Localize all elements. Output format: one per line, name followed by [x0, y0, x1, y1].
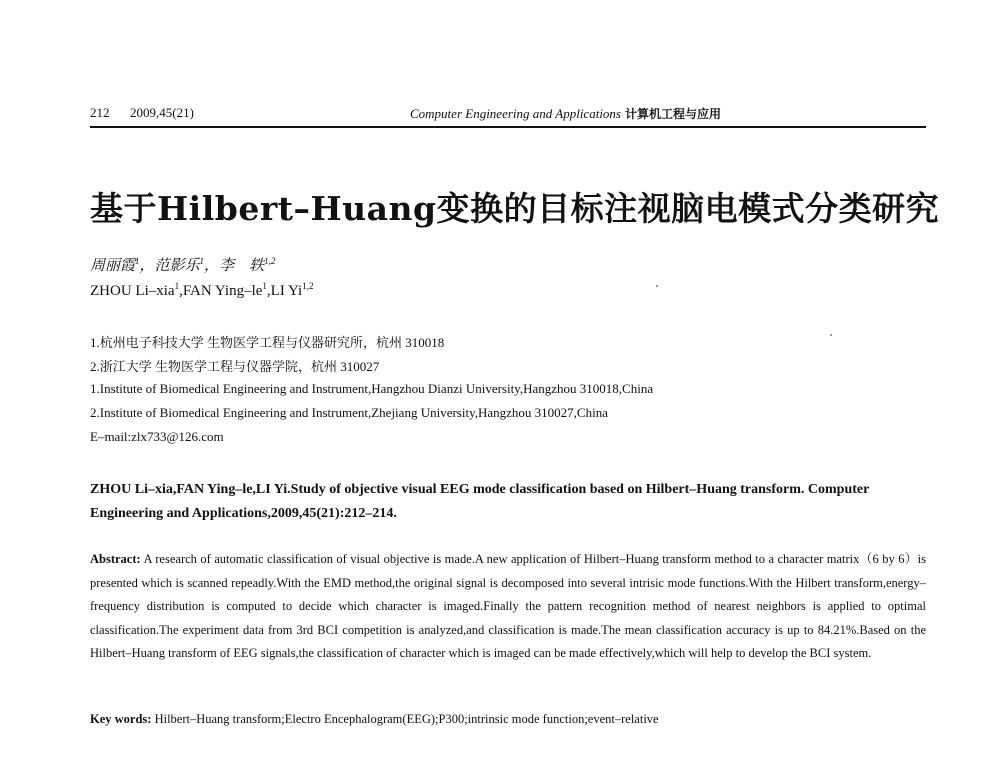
paper-title: 基于Hilbert–Huang变换的目标注视脑电模式分类研究 — [90, 189, 940, 228]
header-rule — [90, 126, 926, 128]
journal-name-cn: 计算机工程与应用 — [625, 107, 722, 121]
scan-speck — [830, 334, 832, 336]
affiliation-en-2: 2.Institute of Biomedical Engineering and Instrument,Zhejiang University,Hangzhou 310027,China — [90, 405, 608, 420]
author-en-2: FAN Ying–le — [182, 283, 263, 299]
email: E–mail:zlx733@126.com — [90, 429, 224, 444]
author-en-3: LI Yi — [270, 283, 303, 299]
scan-speck — [656, 285, 658, 287]
author-en-1: ZHOU Li–xia — [90, 283, 175, 299]
journal-name-en: Computer Engineering and Applications — [410, 106, 621, 121]
keywords — [90, 712, 926, 727]
authors-english: ZHOU Li–xia$^1$,FAN Ying–$le^1,LI$ Yi$^{1,2}$ — [90, 281, 314, 299]
volume-info: 2009,45(21) — [130, 105, 194, 120]
affiliation-cn-2: 2.浙江大学 生物医学工程与仪器学院，杭州 310027 — [90, 359, 380, 374]
authors-chinese: 周丽霞$^1$，范影乐$^1$，李 轶$^{1,2}$ — [90, 256, 276, 274]
running-header — [90, 103, 926, 125]
abstract — [90, 548, 926, 666]
page-number: 212 — [90, 105, 110, 120]
keywords-label: Key words: — [90, 712, 152, 726]
author-cn-1: 周丽霞 — [90, 258, 136, 274]
citation: ZHOU Li–xia,FAN Ying–le,LI Yi.Study of objective visual EEG mode classification based on Hilbert–Huang transform. Computer Engineering and Applications,2009,45(21):212–214. — [90, 482, 870, 521]
author-cn-3: 李 轶 — [219, 258, 265, 274]
affiliation-en-1: 1.Institute of Biomedical Engineering and Instrument,Hangzhou Dianzi University,Hangzhou 310018,China — [90, 381, 654, 396]
abstract-text: A research of automatic classification of visual objective is made.A new application of Hilbert–Huang transform method to a character matrix（6 by 6）is presented which is scanned repeadly.With the EMD method,the original signal is decomposed into several intrisic mode functions.With the Hilbert transform,energy–frequency distribution is computed to decide which character is imaged.Finally the pattern recognition method of nearest neighbors is applied to optimal classification.The experiment data from 3rd BCI competition is analyzed,and classification is made.The mean classification accuracy is up to 84.21%.Based on the Hilbert–Huang transform of EEG signals,the classification of character which is imaged can be made effectively,which will help to develop the BCI system. — [90, 552, 926, 660]
keywords-text: Hilbert–Huang transform;Electro Encephalogram(EEG);P300;intrinsic mode function;event–relative — [154, 712, 659, 726]
journal-name — [410, 105, 721, 122]
abstract-label: Abstract: — [90, 552, 141, 566]
affiliation-cn-1: 1.杭州电子科技大学 生物医学工程与仪器研究所，杭州 310018 — [90, 335, 445, 350]
author-cn-2: 范影乐 — [154, 258, 200, 274]
